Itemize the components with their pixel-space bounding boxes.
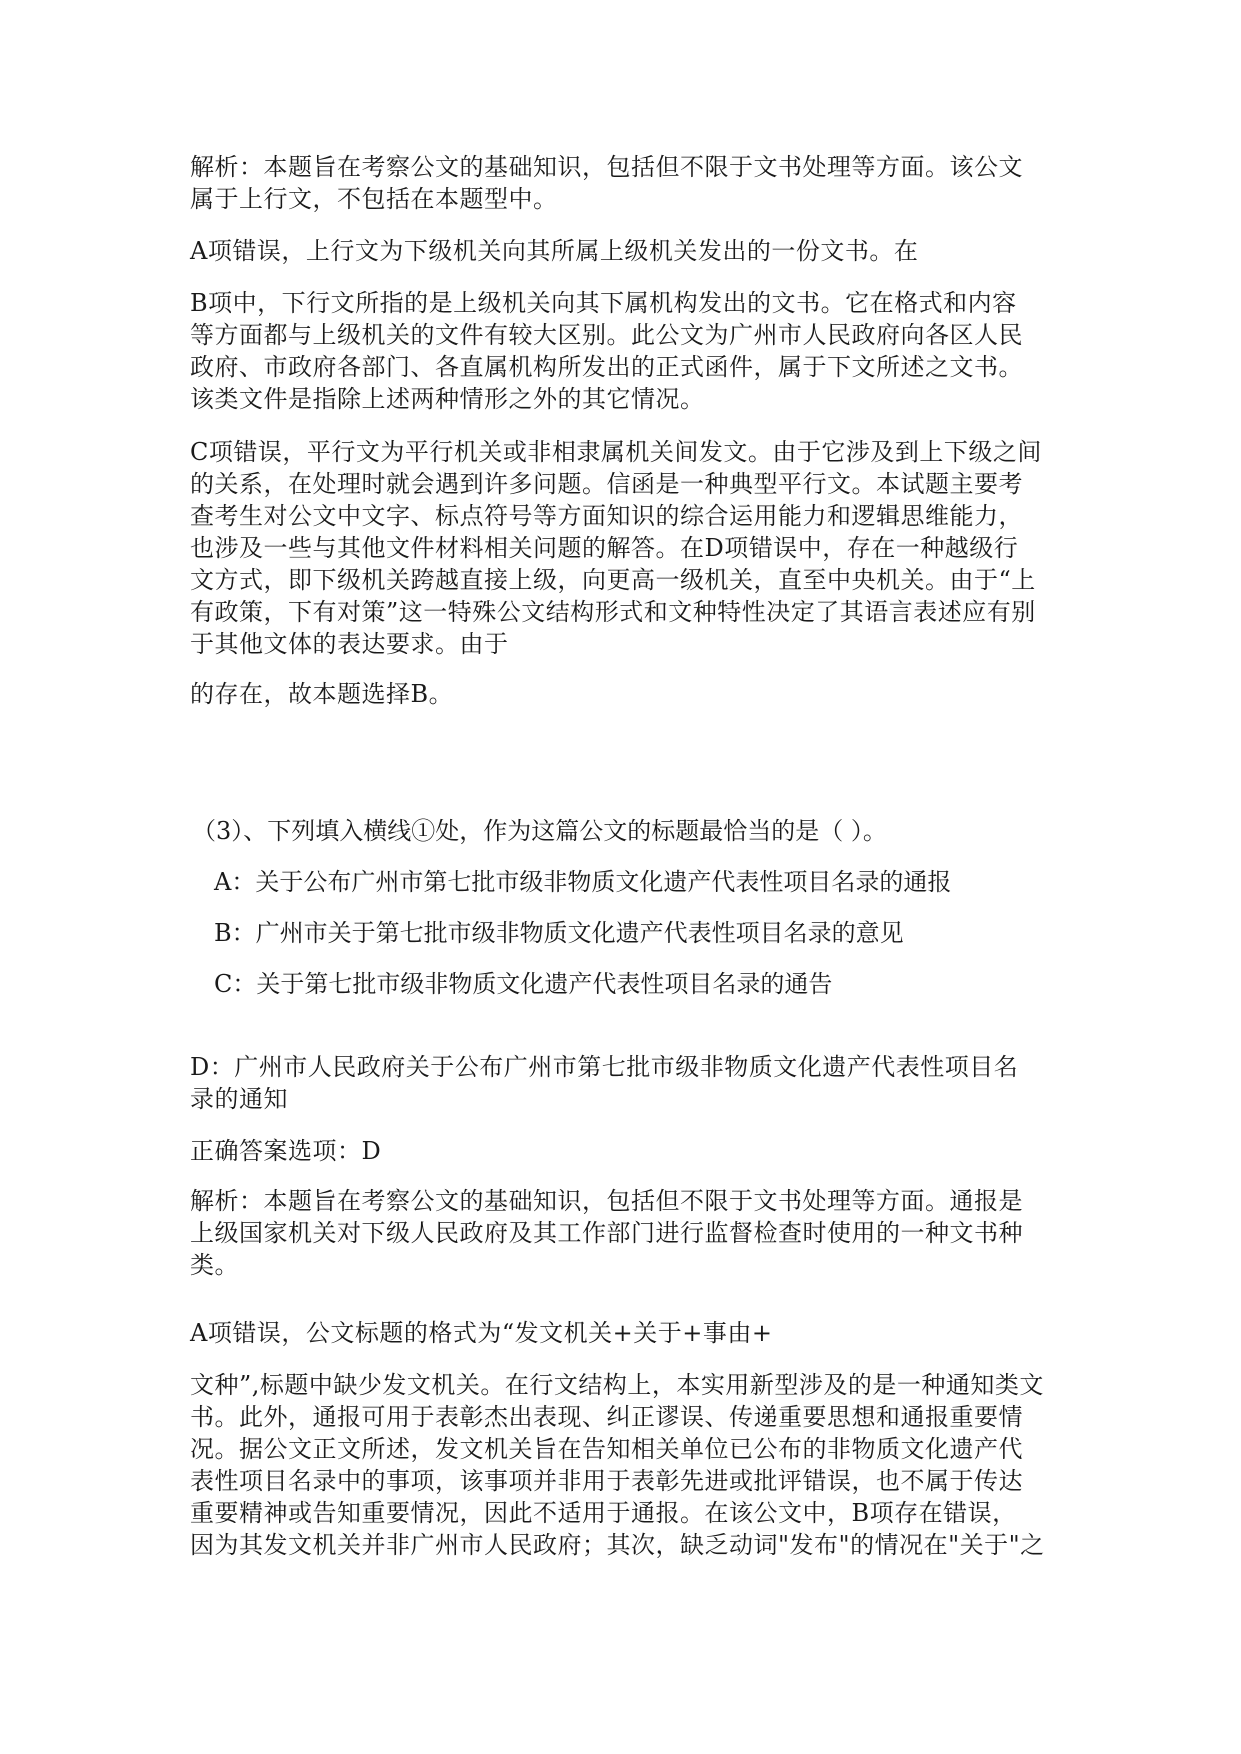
question-title: （3）、下列填入横线①处，作为这篇公文的标题最恰当的是（ ）。 [192, 817, 887, 845]
point-b-paragraph [190, 287, 1060, 415]
text-line: 该类文件是指除上述两种情形之外的其它情况。 [190, 385, 705, 413]
correct-answer [190, 1135, 1060, 1167]
text-line: 有政策，下有对策”这一特殊公文结构形式和文种特性决定了其语言表述应有别 [190, 598, 1036, 626]
text-line: 文方式，即下级机关跨越直接上级，向更高一级机关，直至中央机关。由于“上 [190, 566, 1036, 594]
text-line: 况。据公文正文所述，发文机关旨在告知相关单位已公布的非物质文化遗产代 [190, 1435, 1023, 1463]
text-line: 录的通知 [190, 1085, 288, 1113]
text-line: 查考生对公文中文字、标点符号等方面知识的综合运用能力和逻辑思维能力， [190, 502, 1023, 530]
text-line: 解析：本题旨在考察公文的基础知识，包括但不限于文书处理等方面。该公文 [190, 153, 1023, 181]
text-line: 于其他文体的表达要求。由于 [190, 630, 509, 658]
text-line: 上级国家机关对下级人民政府及其工作部门进行监督检查时使用的一种文书种 [190, 1219, 1023, 1247]
option-d [190, 1051, 1060, 1115]
text-line: 解析：本题旨在考察公文的基础知识，包括但不限于文书处理等方面。通报是 [190, 1187, 1023, 1215]
option-a: A：关于公布广州市第七批市级非物质文化遗产代表性项目名录的通报 [214, 868, 952, 896]
analysis-paragraph-1 [190, 151, 1060, 215]
text-line: C项错误，平行文为平行机关或非相隶属机关间发文。由于它涉及到上下级之间 [190, 438, 1042, 466]
text-line: 文种”,标题中缺少发文机关。在行文结构上，本实用新型涉及的是一种通知类文 [190, 1371, 1044, 1399]
text-line: 也涉及一些与其他文件材料相关问题的解答。在D项错误中，存在一种越级行 [190, 534, 1019, 562]
text-line: B项中，下行文所指的是上级机关向其下属机构发出的文书。它在格式和内容 [190, 289, 1017, 317]
option-c: C：关于第七批市级非物质文化遗产代表性项目名录的通告 [214, 970, 833, 998]
explanation-paragraph-3 [190, 1369, 1060, 1561]
text-line: 政府、市政府各部门、各直属机构所发出的正式函件，属于下文所述之文书。 [190, 353, 1023, 381]
text-line: A项错误，上行文为下级机关向其所属上级机关发出的一份文书。在 [190, 237, 919, 265]
text-line: 等方面都与上级机关的文件有较大区别。此公文为广州市人民政府向各区人民 [190, 321, 1023, 349]
text-line: 的关系，在处理时就会遇到许多问题。信函是一种典型平行文。本试题主要考 [190, 470, 1023, 498]
text-line: 因为其发文机关并非广州市人民政府；其次，缺乏动词"发布"的情况在"关于"之 [190, 1531, 1045, 1559]
text-line: 类。 [190, 1251, 239, 1279]
text-line: 正确答案选项：D [190, 1137, 382, 1165]
text-line: 表性项目名录中的事项，该事项并非用于表彰先进或批评错误，也不属于传达 [190, 1467, 1023, 1495]
point-a-paragraph-3 [190, 1317, 1060, 1349]
text-line: 书。此外，通报可用于表彰杰出表现、纠正谬误、传递重要思想和通报重要情 [190, 1403, 1023, 1431]
text-line: D：广州市人民政府关于公布广州市第七批市级非物质文化遗产代表性项目名 [190, 1053, 1019, 1081]
point-a-paragraph [190, 235, 1060, 267]
text-line: 重要精神或告知重要情况，因此不适用于通报。在该公文中，B项存在错误， [190, 1499, 1017, 1527]
text-line: A项错误，公文标题的格式为“发文机关+关于+事由+ [190, 1319, 773, 1347]
point-c-paragraph [190, 436, 1060, 660]
text-line: 的存在，故本题选择B。 [190, 680, 454, 708]
analysis-paragraph-3 [190, 1185, 1060, 1281]
option-b: B：广州市关于第七批市级非物质文化遗产代表性项目名录的意见 [214, 919, 904, 947]
conclusion-paragraph [190, 678, 1060, 710]
text-line: 属于上行文，不包括在本题型中。 [190, 185, 558, 213]
